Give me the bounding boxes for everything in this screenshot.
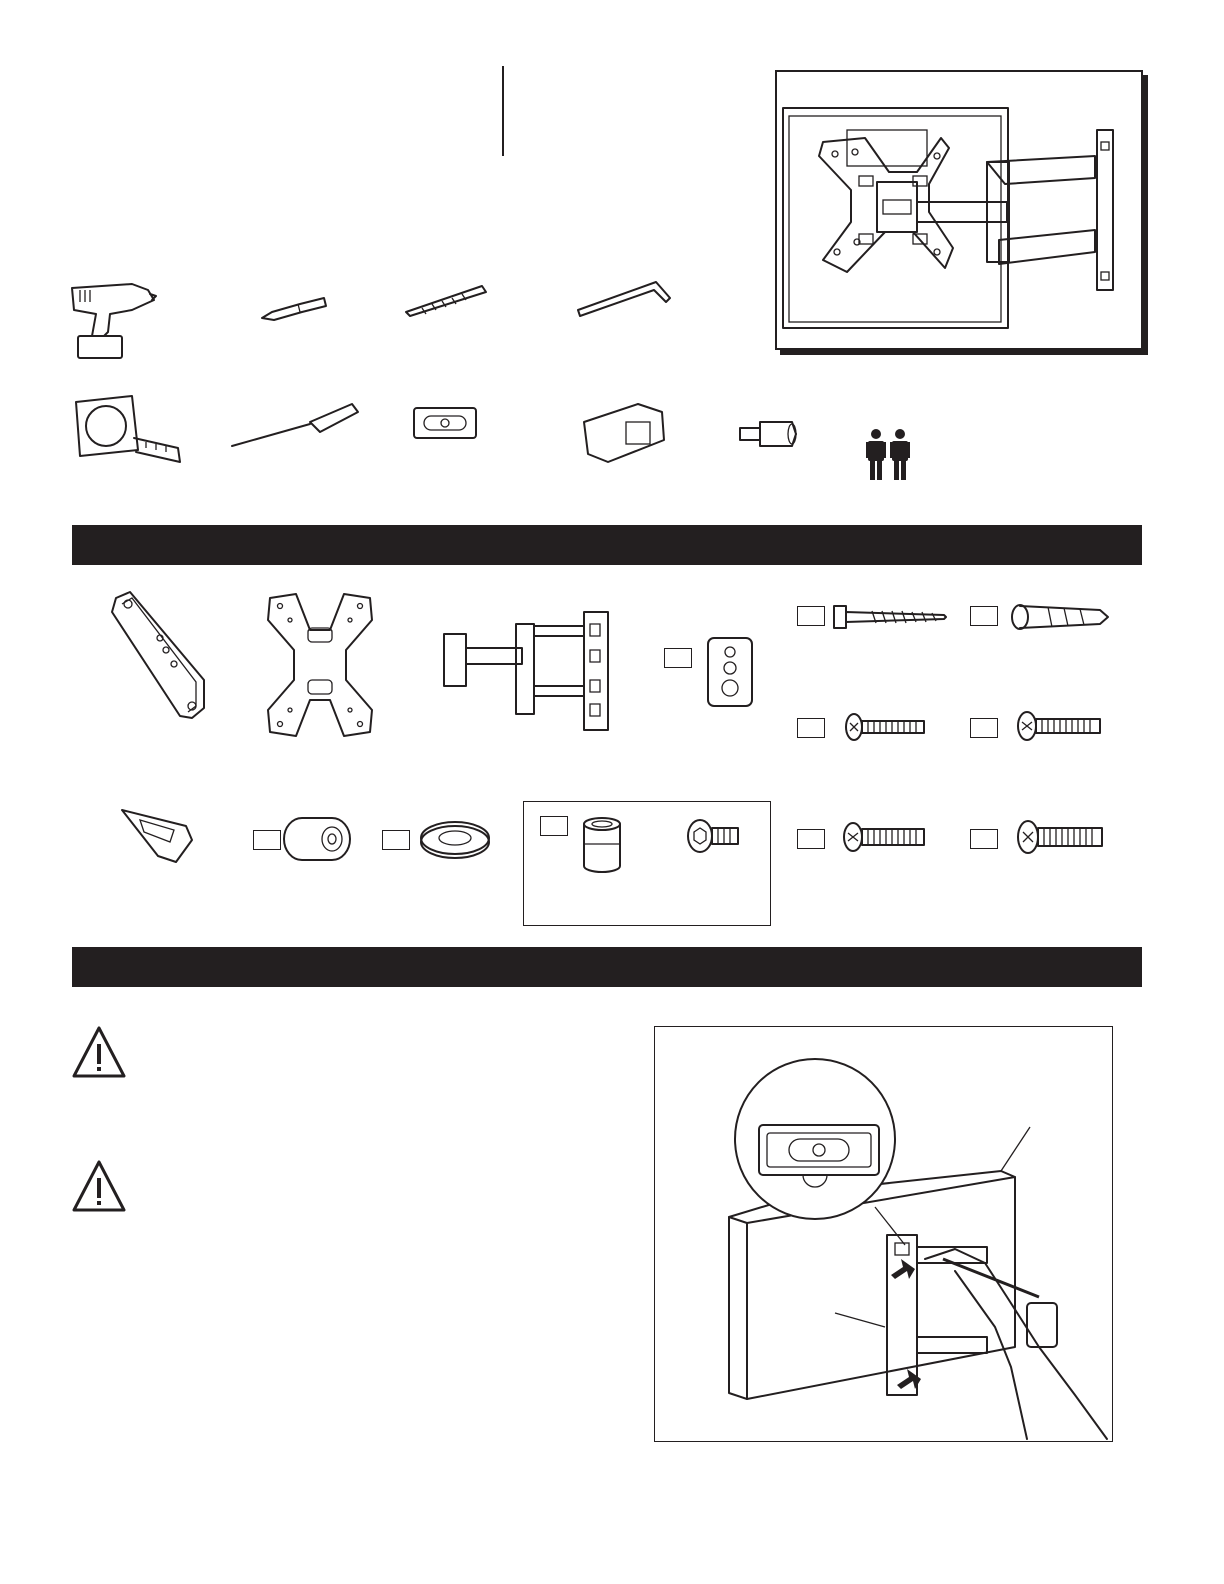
wall-anchor-part — [1008, 602, 1112, 632]
part-label-m6-long — [797, 829, 825, 849]
level-holder-icon — [578, 400, 668, 466]
part-label-nut — [540, 816, 568, 836]
part-label-m4-short — [797, 718, 825, 738]
wall-spacer-plate-part — [706, 636, 754, 708]
part-label-anchor — [970, 606, 998, 626]
warning-icon — [70, 1024, 128, 1080]
part-label-a — [664, 648, 692, 668]
phillips-bit-icon — [258, 296, 330, 326]
part-label-m8-long — [970, 829, 998, 849]
hex-key-icon — [574, 276, 674, 320]
cable-clip-part — [118, 806, 198, 866]
m6-long-screw-part — [842, 820, 928, 854]
screwdriver-icon — [228, 400, 362, 450]
tv-plate-part — [266, 590, 376, 738]
hex-bolt-part — [686, 818, 742, 854]
install-section-bar — [72, 947, 1142, 987]
part-label-m5-short — [970, 718, 998, 738]
barrel-nut-part — [578, 816, 628, 876]
two-person-icon — [862, 428, 914, 482]
tape-measure-icon — [70, 394, 186, 470]
mounted-tv-illustration — [777, 72, 1141, 348]
swing-arm-part — [440, 610, 616, 734]
part-label-lag-bolt — [797, 606, 825, 626]
install-illustration-frame — [654, 1026, 1113, 1442]
parts-section-bar — [72, 525, 1142, 565]
marking-wall-illustration — [655, 1027, 1114, 1443]
bubble-level-icon — [412, 404, 478, 440]
m8-long-screw-part — [1016, 818, 1106, 856]
socket-adapter-icon — [736, 416, 800, 452]
adapter-bracket-part — [108, 590, 208, 724]
power-drill-icon — [68, 280, 158, 364]
drill-bit-icon — [402, 282, 488, 318]
part-label-spacer — [253, 830, 281, 850]
lag-bolt-part — [832, 604, 948, 630]
spacer-part — [288, 814, 352, 864]
part-label-washer — [382, 830, 410, 850]
warning-icon — [70, 1158, 128, 1214]
washer-part — [418, 818, 492, 862]
m4-short-screw-part — [844, 712, 928, 742]
m5-short-screw-part — [1016, 710, 1104, 742]
header-divider — [502, 66, 504, 156]
product-preview-frame — [775, 70, 1143, 350]
